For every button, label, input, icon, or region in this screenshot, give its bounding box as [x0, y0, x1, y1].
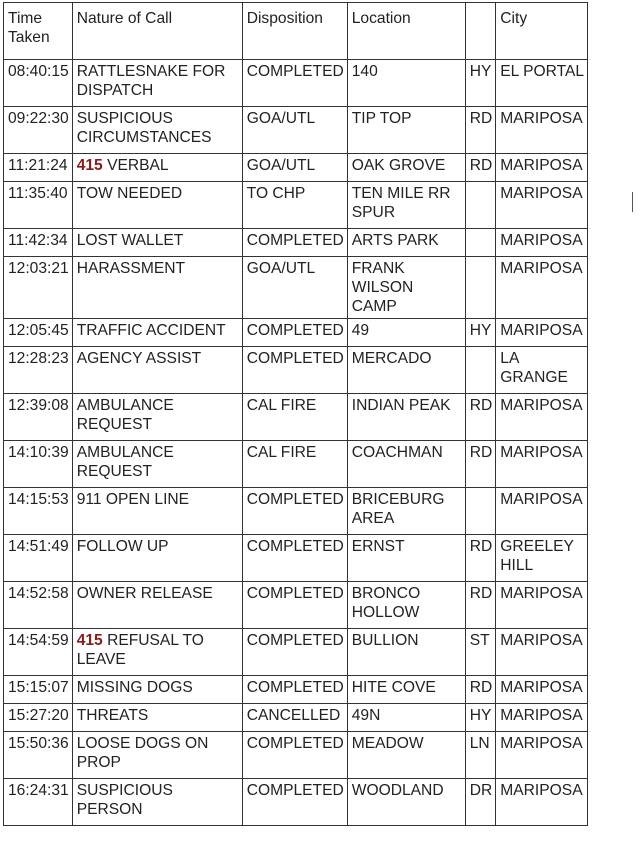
street-suffix-cell — [465, 257, 496, 319]
nature-text: AMBULANCE REQUEST — [76, 444, 174, 480]
nature-text: LOST WALLET — [76, 232, 184, 249]
time-cell: 15:27:20 — [4, 704, 73, 732]
header-city: City — [496, 3, 588, 60]
location-cell: BRICEBURG AREA — [347, 488, 465, 535]
street-suffix-cell: RD — [465, 107, 496, 154]
location-cell: BULLION — [347, 629, 465, 676]
header-row — [4, 3, 588, 60]
city-cell: MARIPOSA — [496, 154, 588, 182]
table-row — [4, 629, 588, 676]
header-nature-of-call: Nature of Call — [72, 3, 242, 60]
time-cell: 15:15:07 — [4, 676, 73, 704]
header-disposition: Disposition — [242, 3, 347, 60]
table-row — [4, 182, 588, 229]
table-row — [4, 488, 588, 535]
city-cell: GREELEY HILL — [496, 535, 588, 582]
table-row — [4, 347, 588, 394]
table-row — [4, 732, 588, 779]
text-cursor — [632, 192, 633, 212]
time-cell: 11:21:24 — [4, 154, 73, 182]
nature-cell — [72, 704, 242, 732]
location-cell: 140 — [347, 60, 465, 107]
nature-text: 911 OPEN LINE — [76, 491, 190, 508]
city-cell: MARIPOSA — [496, 582, 588, 629]
nature-cell — [72, 488, 242, 535]
street-suffix-cell: RD — [465, 441, 496, 488]
disposition-cell: CAL FIRE — [242, 441, 347, 488]
nature-text: AGENCY ASSIST — [76, 350, 202, 367]
disposition-cell: COMPLETED — [242, 319, 347, 347]
nature-cell — [72, 394, 242, 441]
disposition-cell: COMPLETED — [242, 60, 347, 107]
location-cell: TEN MILE RR SPUR — [347, 182, 465, 229]
nature-text: HARASSMENT — [76, 260, 186, 277]
disposition-cell: COMPLETED — [242, 488, 347, 535]
table-row — [4, 257, 588, 319]
city-cell: MARIPOSA — [496, 319, 588, 347]
location-cell: MERCADO — [347, 347, 465, 394]
nature-cell — [72, 60, 242, 107]
street-suffix-cell — [465, 347, 496, 394]
street-suffix-cell: HY — [465, 60, 496, 107]
table-row — [4, 779, 588, 826]
disposition-cell: COMPLETED — [242, 779, 347, 826]
city-cell: MARIPOSA — [496, 394, 588, 441]
street-suffix-cell — [465, 229, 496, 257]
nature-text: AMBULANCE REQUEST — [76, 397, 174, 433]
location-cell: ARTS PARK — [347, 229, 465, 257]
city-cell: MARIPOSA — [496, 488, 588, 535]
header-street-suffix — [465, 3, 496, 60]
disposition-cell: CAL FIRE — [242, 394, 347, 441]
header-location: Location — [347, 3, 465, 60]
city-cell: MARIPOSA — [496, 732, 588, 779]
location-cell: TIP TOP — [347, 107, 465, 154]
time-cell: 11:42:34 — [4, 229, 73, 257]
nature-text: TOW NEEDED — [76, 185, 183, 202]
time-cell: 09:22:30 — [4, 107, 73, 154]
location-cell: 49 — [347, 319, 465, 347]
nature-text: RATTLESNAKE FOR DISPATCH — [76, 63, 226, 99]
table-row — [4, 107, 588, 154]
city-cell: LA GRANGE — [496, 347, 588, 394]
time-cell: 12:05:45 — [4, 319, 73, 347]
time-cell: 14:52:58 — [4, 582, 73, 629]
time-cell: 14:51:49 — [4, 535, 73, 582]
time-cell: 16:24:31 — [4, 779, 73, 826]
header-time-taken: Time Taken — [4, 3, 73, 60]
city-cell: MARIPOSA — [496, 441, 588, 488]
table-row — [4, 535, 588, 582]
location-cell: MEADOW — [347, 732, 465, 779]
street-suffix-cell: RD — [465, 394, 496, 441]
street-suffix-cell: RD — [465, 676, 496, 704]
table-row — [4, 60, 588, 107]
call-code-badge: 415 — [76, 632, 103, 649]
table-row — [4, 441, 588, 488]
nature-cell — [72, 535, 242, 582]
nature-cell — [72, 732, 242, 779]
nature-cell — [72, 629, 242, 676]
nature-cell — [72, 319, 242, 347]
time-cell: 14:54:59 — [4, 629, 73, 676]
city-cell: MARIPOSA — [496, 107, 588, 154]
disposition-cell: COMPLETED — [242, 229, 347, 257]
time-cell: 12:39:08 — [4, 394, 73, 441]
disposition-cell: CANCELLED — [242, 704, 347, 732]
city-cell: MARIPOSA — [496, 257, 588, 319]
nature-cell — [72, 107, 242, 154]
time-cell: 11:35:40 — [4, 182, 73, 229]
location-cell: 49N — [347, 704, 465, 732]
nature-cell — [72, 779, 242, 826]
time-cell: 15:50:36 — [4, 732, 73, 779]
street-suffix-cell: HY — [465, 704, 496, 732]
nature-text: TRAFFIC ACCIDENT — [76, 322, 226, 339]
nature-text: THREATS — [76, 707, 149, 724]
table-row — [4, 394, 588, 441]
nature-cell — [72, 182, 242, 229]
city-cell: MARIPOSA — [496, 182, 588, 229]
nature-text: VERBAL — [102, 157, 169, 174]
location-cell: HITE COVE — [347, 676, 465, 704]
city-cell: MARIPOSA — [496, 229, 588, 257]
table-row — [4, 676, 588, 704]
city-cell: EL PORTAL — [496, 60, 588, 107]
street-suffix-cell: DR — [465, 779, 496, 826]
nature-text: REFUSAL TO LEAVE — [76, 632, 204, 668]
street-suffix-cell: HY — [465, 319, 496, 347]
street-suffix-cell — [465, 488, 496, 535]
nature-text: OWNER RELEASE — [76, 585, 213, 602]
nature-text: MISSING DOGS — [76, 679, 193, 696]
nature-cell — [72, 154, 242, 182]
disposition-cell: COMPLETED — [242, 347, 347, 394]
call-code-badge: 415 — [76, 157, 103, 174]
nature-text: LOOSE DOGS ON PROP — [76, 735, 209, 771]
disposition-cell: TO CHP — [242, 182, 347, 229]
disposition-cell: GOA/UTL — [242, 257, 347, 319]
time-cell: 08:40:15 — [4, 60, 73, 107]
city-cell: MARIPOSA — [496, 629, 588, 676]
table-row — [4, 229, 588, 257]
street-suffix-cell: ST — [465, 629, 496, 676]
location-cell: BRONCO HOLLOW — [347, 582, 465, 629]
street-suffix-cell — [465, 182, 496, 229]
disposition-cell: GOA/UTL — [242, 107, 347, 154]
nature-text: SUSPICIOUS PERSON — [76, 782, 173, 818]
street-suffix-cell: LN — [465, 732, 496, 779]
nature-text: SUSPICIOUS CIRCUMSTANCES — [76, 110, 212, 146]
time-cell: 12:28:23 — [4, 347, 73, 394]
disposition-cell: COMPLETED — [242, 582, 347, 629]
location-cell: FRANK WILSON CAMP — [347, 257, 465, 319]
disposition-cell: COMPLETED — [242, 732, 347, 779]
city-cell: MARIPOSA — [496, 779, 588, 826]
city-cell: MARIPOSA — [496, 704, 588, 732]
nature-text: FOLLOW UP — [76, 538, 169, 555]
nature-cell — [72, 347, 242, 394]
nature-cell — [72, 257, 242, 319]
table-row — [4, 319, 588, 347]
nature-cell — [72, 229, 242, 257]
nature-cell — [72, 676, 242, 704]
disposition-cell: COMPLETED — [242, 676, 347, 704]
location-cell: INDIAN PEAK — [347, 394, 465, 441]
table-row — [4, 582, 588, 629]
call-log-body — [4, 60, 588, 826]
location-cell: COACHMAN — [347, 441, 465, 488]
table-row — [4, 154, 588, 182]
street-suffix-cell: RD — [465, 154, 496, 182]
time-cell: 14:10:39 — [4, 441, 73, 488]
call-log-table — [3, 2, 588, 826]
disposition-cell: COMPLETED — [242, 629, 347, 676]
time-cell: 12:03:21 — [4, 257, 73, 319]
nature-cell — [72, 582, 242, 629]
time-cell: 14:15:53 — [4, 488, 73, 535]
street-suffix-cell: RD — [465, 582, 496, 629]
disposition-cell: GOA/UTL — [242, 154, 347, 182]
location-cell: WOODLAND — [347, 779, 465, 826]
city-cell: MARIPOSA — [496, 676, 588, 704]
nature-cell — [72, 441, 242, 488]
location-cell: OAK GROVE — [347, 154, 465, 182]
disposition-cell: COMPLETED — [242, 535, 347, 582]
table-row — [4, 704, 588, 732]
location-cell: ERNST — [347, 535, 465, 582]
street-suffix-cell: RD — [465, 535, 496, 582]
